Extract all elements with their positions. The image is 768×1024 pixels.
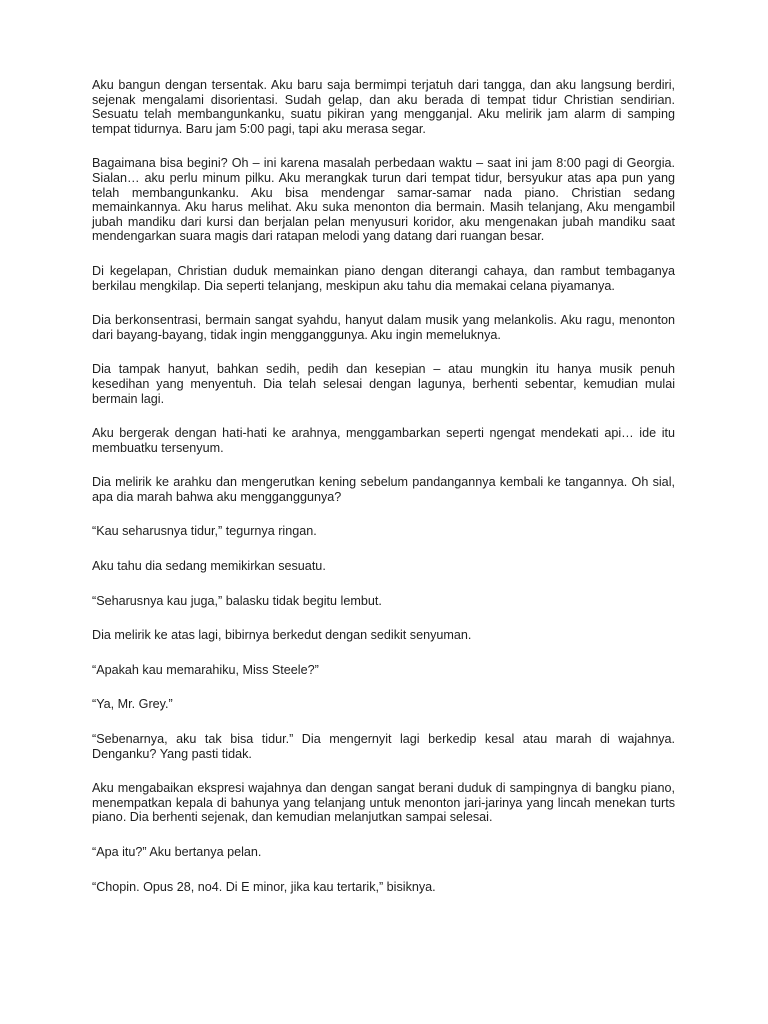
paragraph-6: Aku bergerak dengan hati-hati ke arahnya, menggambarkan seperti ngengat mendekati api… ide itu membuatku tersenyum.: [92, 426, 675, 455]
paragraph-1: Aku bangun dengan tersentak. Aku baru saja bermimpi terjatuh dari tangga, dan aku langsung berdiri, sejenak mengalami disorientasi. Sudah gelap, dan aku berada di tempat tidur Christian sendirian. Sesuatu telah membangunkanku, suatu pikiran yang mengganjal. Aku melirik jam alarm di samping tempat tidurnya. Baru jam 5:00 pagi, tapi aku merasa segar.: [92, 78, 675, 136]
document-page: [92, 78, 675, 914]
paragraph-5: Dia tampak hanyut, bahkan sedih, pedih dan kesepian – atau mungkin itu hanya musik penuh kesedihan yang menyentuh. Dia telah selesai dengan lagunya, berhenti sebentar, kemudian mulai bermain lagi.: [92, 362, 675, 406]
paragraph-12: “Apakah kau memarahiku, Miss Steele?”: [92, 662, 319, 677]
paragraph-16: “Apa itu?” Aku bertanya pelan.: [92, 845, 262, 859]
paragraph-9: Aku tahu dia sedang memikirkan sesuatu.: [92, 559, 326, 574]
paragraph-3: Di kegelapan, Christian duduk memainkan piano dengan diterangi cahaya, dan rambut tembaganya berkilau mengkilap. Dia seperti telanjang, meskipun aku tahu dia memakai celana piyamanya.: [92, 263, 675, 293]
paragraph-4: Dia berkonsentrasi, bermain sangat syahdu, hanyut dalam musik yang melankolis. Aku ragu, menonton dari bayang-bayang, tidak ingin mengganggunya. Aku ingin memeluknya.: [92, 313, 675, 342]
paragraph-2: Bagaimana bisa begini? Oh – ini karena masalah perbedaan waktu – saat ini jam 8:00 pagi di Georgia. Sialan… aku perlu minum pilku. Aku merangkak turun dari tempat tidur, bersyukur atas apa pun yang telah membangunkanku. Aku bisa mendengar samar-samar nada piano. Christian sedang memainkannya. Aku harus melihat. Aku suka menonton dia bermain. Masih telanjang, Aku mengambil jubah mandiku dari kursi dan berjalan pelan menyusuri koridor, aku mengenakan jubah mandiku saat mendengarkan suara magis dari ratapan melodi yang datang dari ruangan besar.: [92, 156, 675, 244]
paragraph-11: Dia melirik ke atas lagi, bibirnya berkedut dengan sedikit senyuman.: [92, 628, 472, 643]
paragraph-13: “Ya, Mr. Grey.”: [92, 697, 173, 712]
paragraph-8: “Kau seharusnya tidur,” tegurnya ringan.: [92, 524, 317, 539]
paragraph-17: “Chopin. Opus 28, no4. Di E minor, jika kau tertarik,” bisiknya.: [92, 879, 436, 894]
paragraph-14: “Sebenarnya, aku tak bisa tidur.” Dia mengernyit lagi berkedip kesal atau marah di wajahnya. Denganku? Yang pasti tidak.: [92, 732, 675, 761]
paragraph-7: Dia melirik ke arahku dan mengerutkan kening sebelum pandangannya kembali ke tangannya. Oh sial, apa dia marah bahwa aku mengganggunya?: [92, 475, 675, 504]
paragraph-10: “Seharusnya kau juga,” balasku tidak begitu lembut.: [92, 593, 382, 608]
paragraph-15: Aku mengabaikan ekspresi wajahnya dan dengan sangat berani duduk di sampingnya di bangku piano, menempatkan kepala di bahunya yang telanjang untuk menonton jari-jarinya yang lincah menekan turts piano. Dia berhenti sejenak, dan kemudian melanjutkan sampai selesai.: [92, 781, 675, 825]
